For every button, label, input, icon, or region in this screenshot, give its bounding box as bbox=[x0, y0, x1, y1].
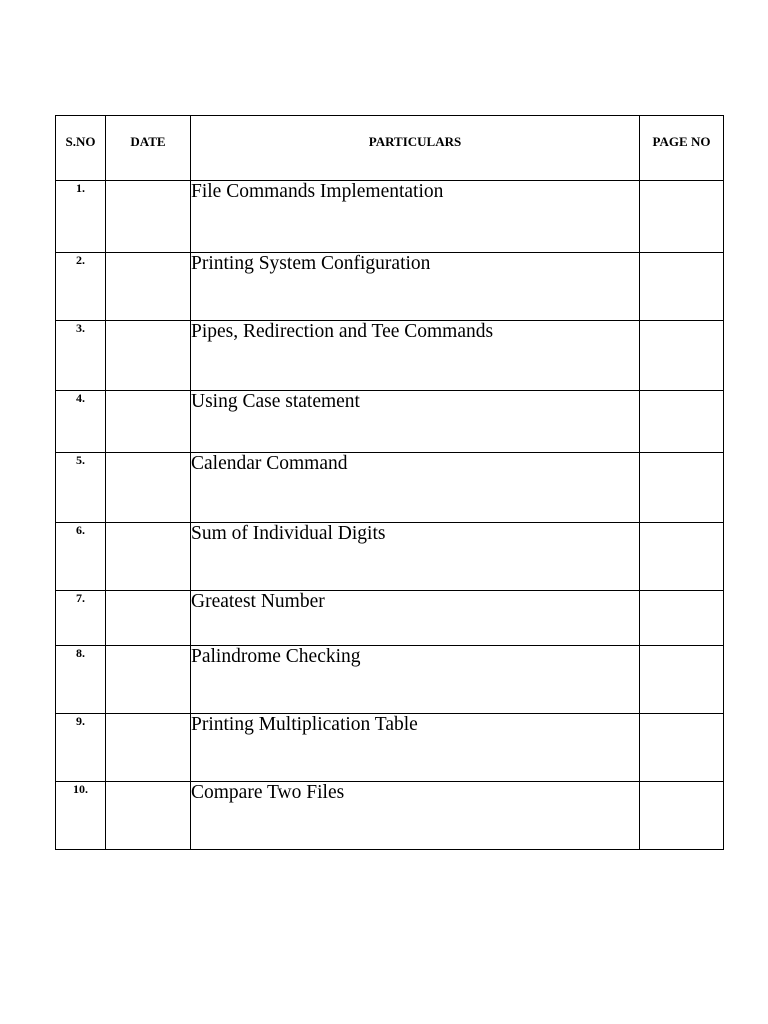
row-page-no bbox=[640, 523, 724, 591]
row-sno: 9. bbox=[56, 714, 106, 782]
row-page-no bbox=[640, 591, 724, 646]
table-header-row bbox=[56, 116, 724, 181]
row-date bbox=[106, 181, 191, 253]
row-sno: 10. bbox=[56, 782, 106, 850]
row-sno: 3. bbox=[56, 321, 106, 391]
index-table bbox=[55, 115, 724, 850]
row-date bbox=[106, 591, 191, 646]
row-date bbox=[106, 646, 191, 714]
row-sno: 2. bbox=[56, 253, 106, 321]
row-sno: 8. bbox=[56, 646, 106, 714]
table-row bbox=[56, 523, 724, 591]
row-date bbox=[106, 253, 191, 321]
row-date bbox=[106, 523, 191, 591]
row-particulars: File Commands Implementation bbox=[191, 181, 640, 253]
row-particulars: Using Case statement bbox=[191, 391, 640, 453]
row-page-no bbox=[640, 782, 724, 850]
row-sno: 1. bbox=[56, 181, 106, 253]
table-row bbox=[56, 453, 724, 523]
table-row bbox=[56, 253, 724, 321]
row-particulars: Compare Two Files bbox=[191, 782, 640, 850]
row-page-no bbox=[640, 714, 724, 782]
row-particulars: Pipes, Redirection and Tee Commands bbox=[191, 321, 640, 391]
header-date: DATE bbox=[106, 116, 191, 181]
header-sno: S.NO bbox=[56, 116, 106, 181]
table-row bbox=[56, 181, 724, 253]
row-date bbox=[106, 391, 191, 453]
row-date bbox=[106, 453, 191, 523]
row-page-no bbox=[640, 181, 724, 253]
row-page-no bbox=[640, 321, 724, 391]
row-page-no bbox=[640, 391, 724, 453]
row-page-no bbox=[640, 646, 724, 714]
row-page-no bbox=[640, 453, 724, 523]
row-sno: 5. bbox=[56, 453, 106, 523]
table-row bbox=[56, 646, 724, 714]
table-row bbox=[56, 591, 724, 646]
row-sno: 7. bbox=[56, 591, 106, 646]
row-date bbox=[106, 714, 191, 782]
table-row bbox=[56, 391, 724, 453]
row-particulars: Sum of Individual Digits bbox=[191, 523, 640, 591]
row-particulars: Printing System Configuration bbox=[191, 253, 640, 321]
table-row bbox=[56, 321, 724, 391]
table-row bbox=[56, 782, 724, 850]
row-sno: 4. bbox=[56, 391, 106, 453]
table-row bbox=[56, 714, 724, 782]
header-particulars: PARTICULARS bbox=[191, 116, 640, 181]
row-page-no bbox=[640, 253, 724, 321]
row-sno: 6. bbox=[56, 523, 106, 591]
row-particulars: Calendar Command bbox=[191, 453, 640, 523]
header-page-no: PAGE NO bbox=[640, 116, 724, 181]
row-particulars: Printing Multiplication Table bbox=[191, 714, 640, 782]
row-particulars: Greatest Number bbox=[191, 591, 640, 646]
row-date bbox=[106, 321, 191, 391]
row-date bbox=[106, 782, 191, 850]
row-particulars: Palindrome Checking bbox=[191, 646, 640, 714]
